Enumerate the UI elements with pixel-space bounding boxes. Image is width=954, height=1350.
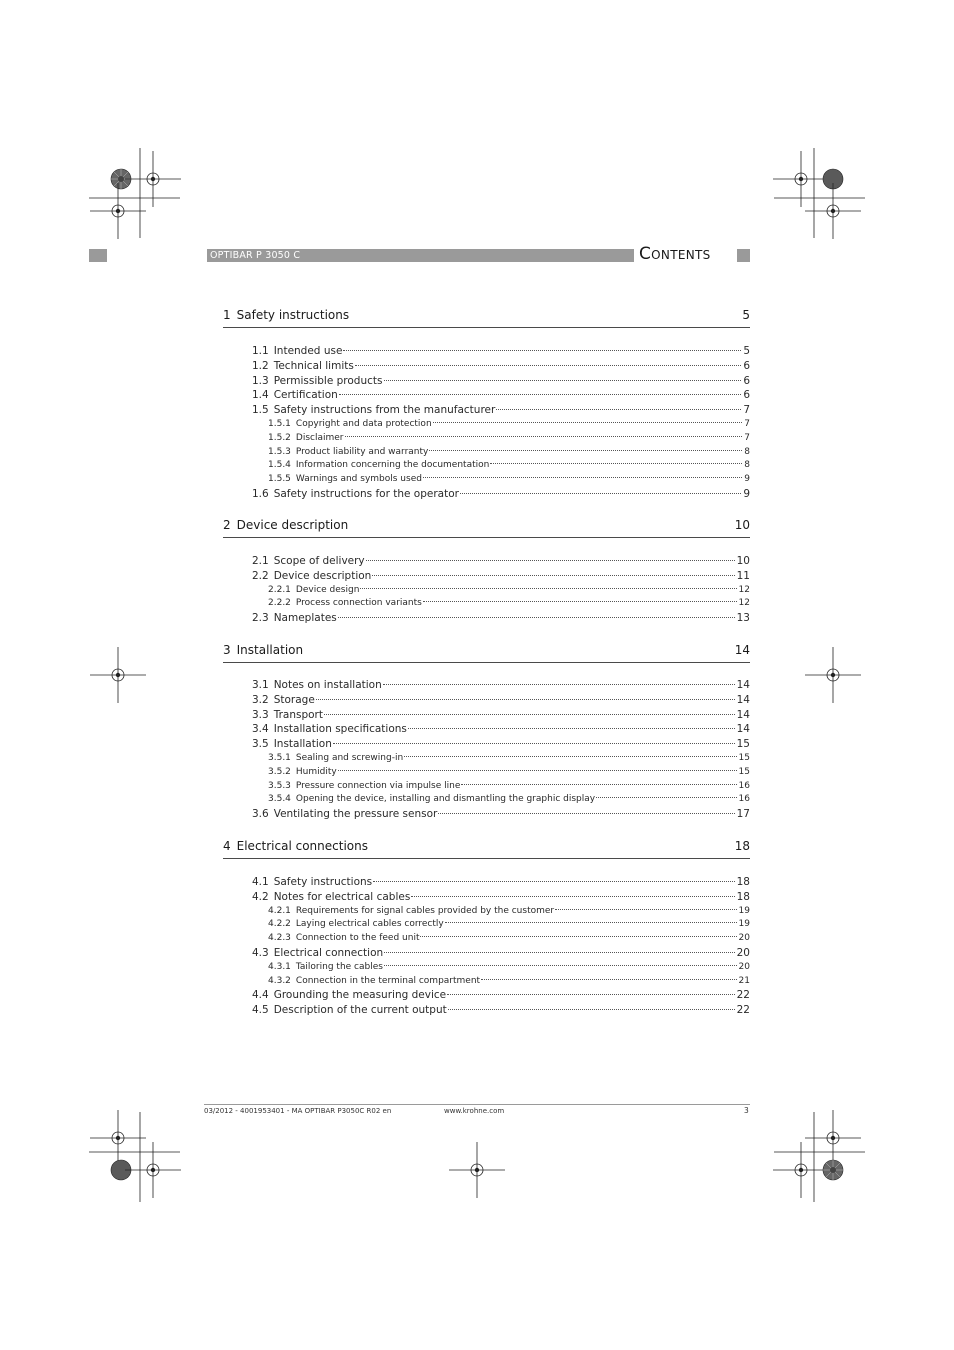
toc-entry[interactable] — [252, 344, 750, 359]
footer-document-id: 03/2012 - 4001953401 - MA OPTIBAR P3050C R02 en — [204, 1107, 392, 1115]
entry-label: Requirements for signal cables provided by the customer — [295, 905, 555, 916]
entry-label: Humidity — [295, 766, 337, 777]
entry-label: Notes on installation — [273, 679, 382, 691]
dot-leader — [420, 936, 736, 937]
entry-number: 1.5.5 — [268, 474, 291, 485]
toc-subentry[interactable] — [268, 418, 750, 432]
entry-page: 15 — [738, 766, 750, 777]
dot-leader — [372, 575, 734, 576]
entry-label: Warnings and symbols used — [295, 474, 422, 485]
dot-leader — [383, 684, 735, 685]
dot-leader — [423, 477, 742, 478]
toc-subentry[interactable] — [268, 932, 750, 946]
toc-subentry[interactable] — [268, 446, 750, 460]
entry-page: 5 — [743, 345, 750, 357]
toc-entry[interactable] — [252, 988, 750, 1003]
dot-leader — [555, 909, 736, 910]
dot-leader — [423, 601, 737, 602]
entry-label: Grounding the measuring device — [273, 989, 447, 1002]
chapter-number: 1 — [223, 308, 231, 322]
toc-entry[interactable] — [252, 1003, 750, 1018]
entry-page: 7 — [744, 418, 750, 429]
toc-entry[interactable] — [252, 693, 750, 708]
entry-label: Laying electrical cables correctly — [295, 919, 444, 930]
registration-cross-icon — [125, 1142, 181, 1198]
entry-number: 1.5.2 — [268, 432, 291, 443]
chapter-heading[interactable] — [223, 305, 750, 328]
entry-page: 14 — [736, 679, 750, 691]
toc-entry[interactable] — [252, 403, 750, 418]
toc-subentry[interactable] — [268, 459, 750, 473]
entry-number: 2.2.1 — [268, 584, 291, 595]
footer-rule — [204, 1104, 750, 1105]
color-target-icon — [823, 1160, 843, 1180]
chapter-page: 14 — [734, 643, 750, 657]
dot-leader — [338, 617, 735, 618]
entry-page: 9 — [744, 474, 750, 485]
chapter-number: 4 — [223, 839, 231, 853]
entry-page: 6 — [743, 359, 750, 372]
entry-label: Intended use — [273, 345, 343, 357]
dot-leader — [360, 588, 736, 589]
registration-cross-icon — [90, 647, 146, 703]
entry-label: Electrical connection — [273, 946, 384, 959]
entry-number: 1.2 — [252, 359, 269, 372]
toc-entry[interactable] — [252, 388, 750, 403]
entry-label: Storage — [273, 693, 315, 706]
crop-line-top-right — [774, 148, 865, 238]
entry-page: 8 — [744, 446, 750, 457]
crop-line-top-left — [89, 148, 180, 238]
registration-cross-icon — [805, 1110, 861, 1166]
entry-page: 17 — [736, 808, 750, 821]
entry-page: 14 — [736, 693, 750, 706]
dot-leader — [343, 350, 741, 351]
entry-page: 19 — [738, 919, 750, 930]
dot-leader — [433, 422, 743, 423]
entry-page: 16 — [738, 794, 750, 805]
entry-label: Copyright and data protection — [295, 418, 432, 429]
entry-page: 6 — [743, 389, 750, 402]
toc-subentry[interactable] — [268, 766, 750, 780]
entry-number: 4.1 — [252, 876, 269, 888]
toc-entry[interactable] — [252, 678, 750, 693]
entry-page: 14 — [736, 723, 750, 736]
entry-page: 11 — [736, 569, 750, 582]
entry-label: Connection to the feed unit — [295, 933, 420, 944]
entry-label: Product liability and warranty — [295, 446, 429, 457]
entry-number: 3.4 — [252, 723, 269, 736]
entry-label: Process connection variants — [295, 598, 422, 609]
entry-page: 20 — [738, 961, 750, 972]
chapter-heading[interactable] — [223, 515, 750, 538]
entry-number: 2.2 — [252, 569, 269, 582]
chapter-3 — [223, 640, 750, 663]
chapter-1 — [223, 305, 750, 328]
entry-page: 12 — [738, 584, 750, 595]
entry-label: Safety instructions — [273, 876, 373, 888]
entry-label: Nameplates — [273, 612, 337, 625]
chapter-2-entries — [223, 554, 750, 626]
entry-page: 9 — [743, 487, 750, 500]
dot-leader — [408, 728, 735, 729]
dot-leader — [411, 896, 734, 897]
entry-number: 1.4 — [252, 389, 269, 402]
entry-number: 3.5.3 — [268, 780, 291, 791]
dot-leader — [496, 409, 741, 410]
dot-leader — [333, 743, 735, 744]
entry-label: Disclaimer — [295, 432, 344, 443]
toc-entry[interactable] — [252, 737, 750, 752]
entry-number: 3.5.4 — [268, 794, 291, 805]
entry-number: 4.2 — [252, 890, 269, 903]
entry-number: 3.5.2 — [268, 766, 291, 777]
chapter-title: Installation — [236, 643, 304, 657]
dot-leader — [447, 994, 735, 995]
entry-page: 20 — [738, 933, 750, 944]
toc-entry[interactable] — [252, 807, 750, 822]
dot-leader — [384, 952, 734, 953]
entry-page: 13 — [736, 612, 750, 625]
toc-subentry[interactable] — [268, 961, 750, 975]
entry-label: Notes for electrical cables — [273, 890, 411, 903]
dot-leader — [481, 979, 736, 980]
chapter-number: 3 — [223, 643, 231, 657]
entry-number: 2.3 — [252, 612, 269, 625]
entry-number: 3.6 — [252, 808, 269, 821]
chapter-title: Safety instructions — [236, 308, 350, 322]
dot-leader — [429, 450, 742, 451]
header-left-block — [89, 249, 107, 262]
chapter-title: Device description — [236, 518, 349, 532]
dot-leader — [461, 784, 736, 785]
entry-label: Ventilating the pressure sensor — [273, 808, 438, 821]
dot-leader — [373, 881, 735, 882]
toc-subentry[interactable] — [268, 975, 750, 989]
entry-page: 19 — [738, 905, 750, 916]
entry-number: 1.5.3 — [268, 446, 291, 457]
registration-cross-icon — [805, 183, 861, 239]
toc-subentry[interactable] — [268, 918, 750, 932]
entry-page: 16 — [738, 780, 750, 791]
toc-subentry[interactable] — [268, 473, 750, 487]
entry-page: 21 — [738, 975, 750, 986]
entry-page: 20 — [736, 946, 750, 959]
toc-subentry[interactable] — [268, 752, 750, 766]
chapter-2 — [223, 515, 750, 538]
entry-page: 15 — [738, 752, 750, 763]
entry-number: 4.3.2 — [268, 975, 291, 986]
registration-cross-icon — [125, 151, 181, 207]
toc-entry[interactable] — [252, 708, 750, 723]
registration-cross-icon — [90, 1110, 146, 1166]
toc-subentry[interactable] — [268, 584, 750, 598]
chapter-4-entries — [223, 875, 750, 1018]
toc-entry[interactable] — [252, 611, 750, 626]
dot-leader — [490, 463, 742, 464]
dot-leader — [438, 813, 734, 814]
entry-label: Opening the device, installing and dismantling the graphic display — [295, 794, 596, 805]
entry-number: 3.1 — [252, 679, 269, 691]
entry-page: 6 — [743, 374, 750, 387]
entry-label: Device design — [295, 584, 360, 595]
chapter-title: Electrical connections — [236, 839, 368, 853]
entry-number: 1.5 — [252, 404, 269, 417]
entry-number: 3.2 — [252, 693, 269, 706]
toc-entry[interactable] — [252, 359, 750, 374]
toc-entry[interactable] — [252, 722, 750, 737]
chapter-heading[interactable] — [223, 640, 750, 663]
entry-number: 4.2.3 — [268, 933, 291, 944]
dot-leader — [460, 493, 741, 494]
entry-number: 4.2.1 — [268, 905, 291, 916]
entry-number: 1.5.4 — [268, 460, 291, 471]
entry-page: 22 — [736, 1004, 750, 1017]
header-product-name: OPTIBAR P 3050 C — [210, 250, 301, 261]
entry-page: 10 — [736, 555, 750, 567]
entry-label: Tailoring the cables — [295, 961, 383, 972]
dot-leader — [366, 560, 735, 561]
registration-cross-icon — [449, 1142, 505, 1198]
toc-entry[interactable] — [252, 946, 750, 961]
header-right-block — [737, 249, 750, 262]
entry-label: Safety instructions for the operator — [273, 487, 459, 500]
entry-number: 3.5.1 — [268, 752, 291, 763]
chapter-page: 10 — [734, 518, 750, 532]
entry-page: 18 — [736, 890, 750, 903]
entry-number: 4.4 — [252, 989, 269, 1002]
registration-cross-icon — [773, 1142, 829, 1198]
entry-page: 7 — [743, 404, 750, 417]
entry-number: 2.1 — [252, 555, 269, 567]
entry-page: 8 — [744, 460, 750, 471]
page-title: Contents — [639, 244, 711, 264]
crop-line-bottom-right — [774, 1112, 865, 1202]
registration-cross-icon — [90, 183, 146, 239]
chapter-3-entries — [223, 678, 750, 822]
dot-leader — [384, 965, 737, 966]
footer-url[interactable]: www.krohne.com — [444, 1107, 505, 1115]
entry-label: Transport — [273, 708, 323, 721]
toc-subentry[interactable] — [268, 432, 750, 446]
entry-number: 4.3.1 — [268, 961, 291, 972]
entry-page: 12 — [738, 598, 750, 609]
chapter-heading[interactable] — [223, 836, 750, 859]
entry-page: 18 — [736, 876, 750, 888]
entry-label: Permissible products — [273, 374, 383, 387]
chapter-1-entries — [223, 344, 750, 502]
entry-label: Technical limits — [273, 359, 354, 372]
dot-leader — [355, 365, 741, 366]
entry-number: 1.3 — [252, 374, 269, 387]
entry-label: Safety instructions from the manufacturer — [273, 404, 496, 417]
entry-label: Device description — [273, 569, 372, 582]
entry-page: 22 — [736, 989, 750, 1002]
entry-page: 15 — [736, 738, 750, 751]
entry-label: Connection in the terminal compartment — [295, 975, 481, 986]
dot-leader — [445, 922, 737, 923]
entry-number: 4.3 — [252, 946, 269, 959]
entry-number: 3.5 — [252, 738, 269, 751]
registration-cross-icon — [805, 647, 861, 703]
toc-entry[interactable] — [252, 875, 750, 890]
dot-leader — [448, 1009, 735, 1010]
dot-leader — [338, 770, 737, 771]
entry-number: 1.5.1 — [268, 418, 291, 429]
toc-subentry[interactable] — [268, 793, 750, 807]
dot-leader — [384, 380, 742, 381]
toc-subentry[interactable] — [268, 780, 750, 794]
crop-line-bottom-left — [89, 1112, 180, 1202]
entry-page: 14 — [736, 708, 750, 721]
dot-leader — [345, 436, 743, 437]
entry-number: 2.2.2 — [268, 598, 291, 609]
toc-entry[interactable] — [252, 569, 750, 584]
entry-label: Certification — [273, 389, 338, 402]
toc-entry[interactable] — [252, 554, 750, 569]
dot-leader — [316, 699, 735, 700]
toc-subentry[interactable] — [268, 597, 750, 611]
entry-page: 7 — [744, 432, 750, 443]
entry-number: 1.1 — [252, 345, 269, 357]
chapter-number: 2 — [223, 518, 231, 532]
entry-number: 4.5 — [252, 1004, 269, 1017]
toc-subentry[interactable] — [268, 905, 750, 919]
registration-cross-icon — [773, 151, 829, 207]
chapter-page: 18 — [734, 839, 750, 853]
toc-entry[interactable] — [252, 374, 750, 389]
entry-label: Information concerning the documentation — [295, 460, 490, 471]
chapter-4 — [223, 836, 750, 859]
footer-page-number: 3 — [744, 1106, 749, 1115]
dot-leader — [324, 714, 735, 715]
toc-entry[interactable] — [252, 890, 750, 905]
dot-leader — [404, 756, 736, 757]
chapter-page: 5 — [742, 308, 750, 322]
entry-label: Scope of delivery — [273, 555, 365, 567]
dot-leader — [596, 797, 736, 798]
entry-number: 4.2.2 — [268, 919, 291, 930]
entry-number: 1.6 — [252, 487, 269, 500]
entry-label: Sealing and screwing-in — [295, 752, 404, 763]
entry-label: Installation specifications — [273, 723, 407, 736]
toc-entry[interactable] — [252, 487, 750, 502]
dot-leader — [339, 394, 742, 395]
entry-label: Description of the current output — [273, 1004, 447, 1017]
entry-label: Pressure connection via impulse line — [295, 780, 461, 791]
entry-number: 3.3 — [252, 708, 269, 721]
entry-label: Installation — [273, 738, 332, 751]
